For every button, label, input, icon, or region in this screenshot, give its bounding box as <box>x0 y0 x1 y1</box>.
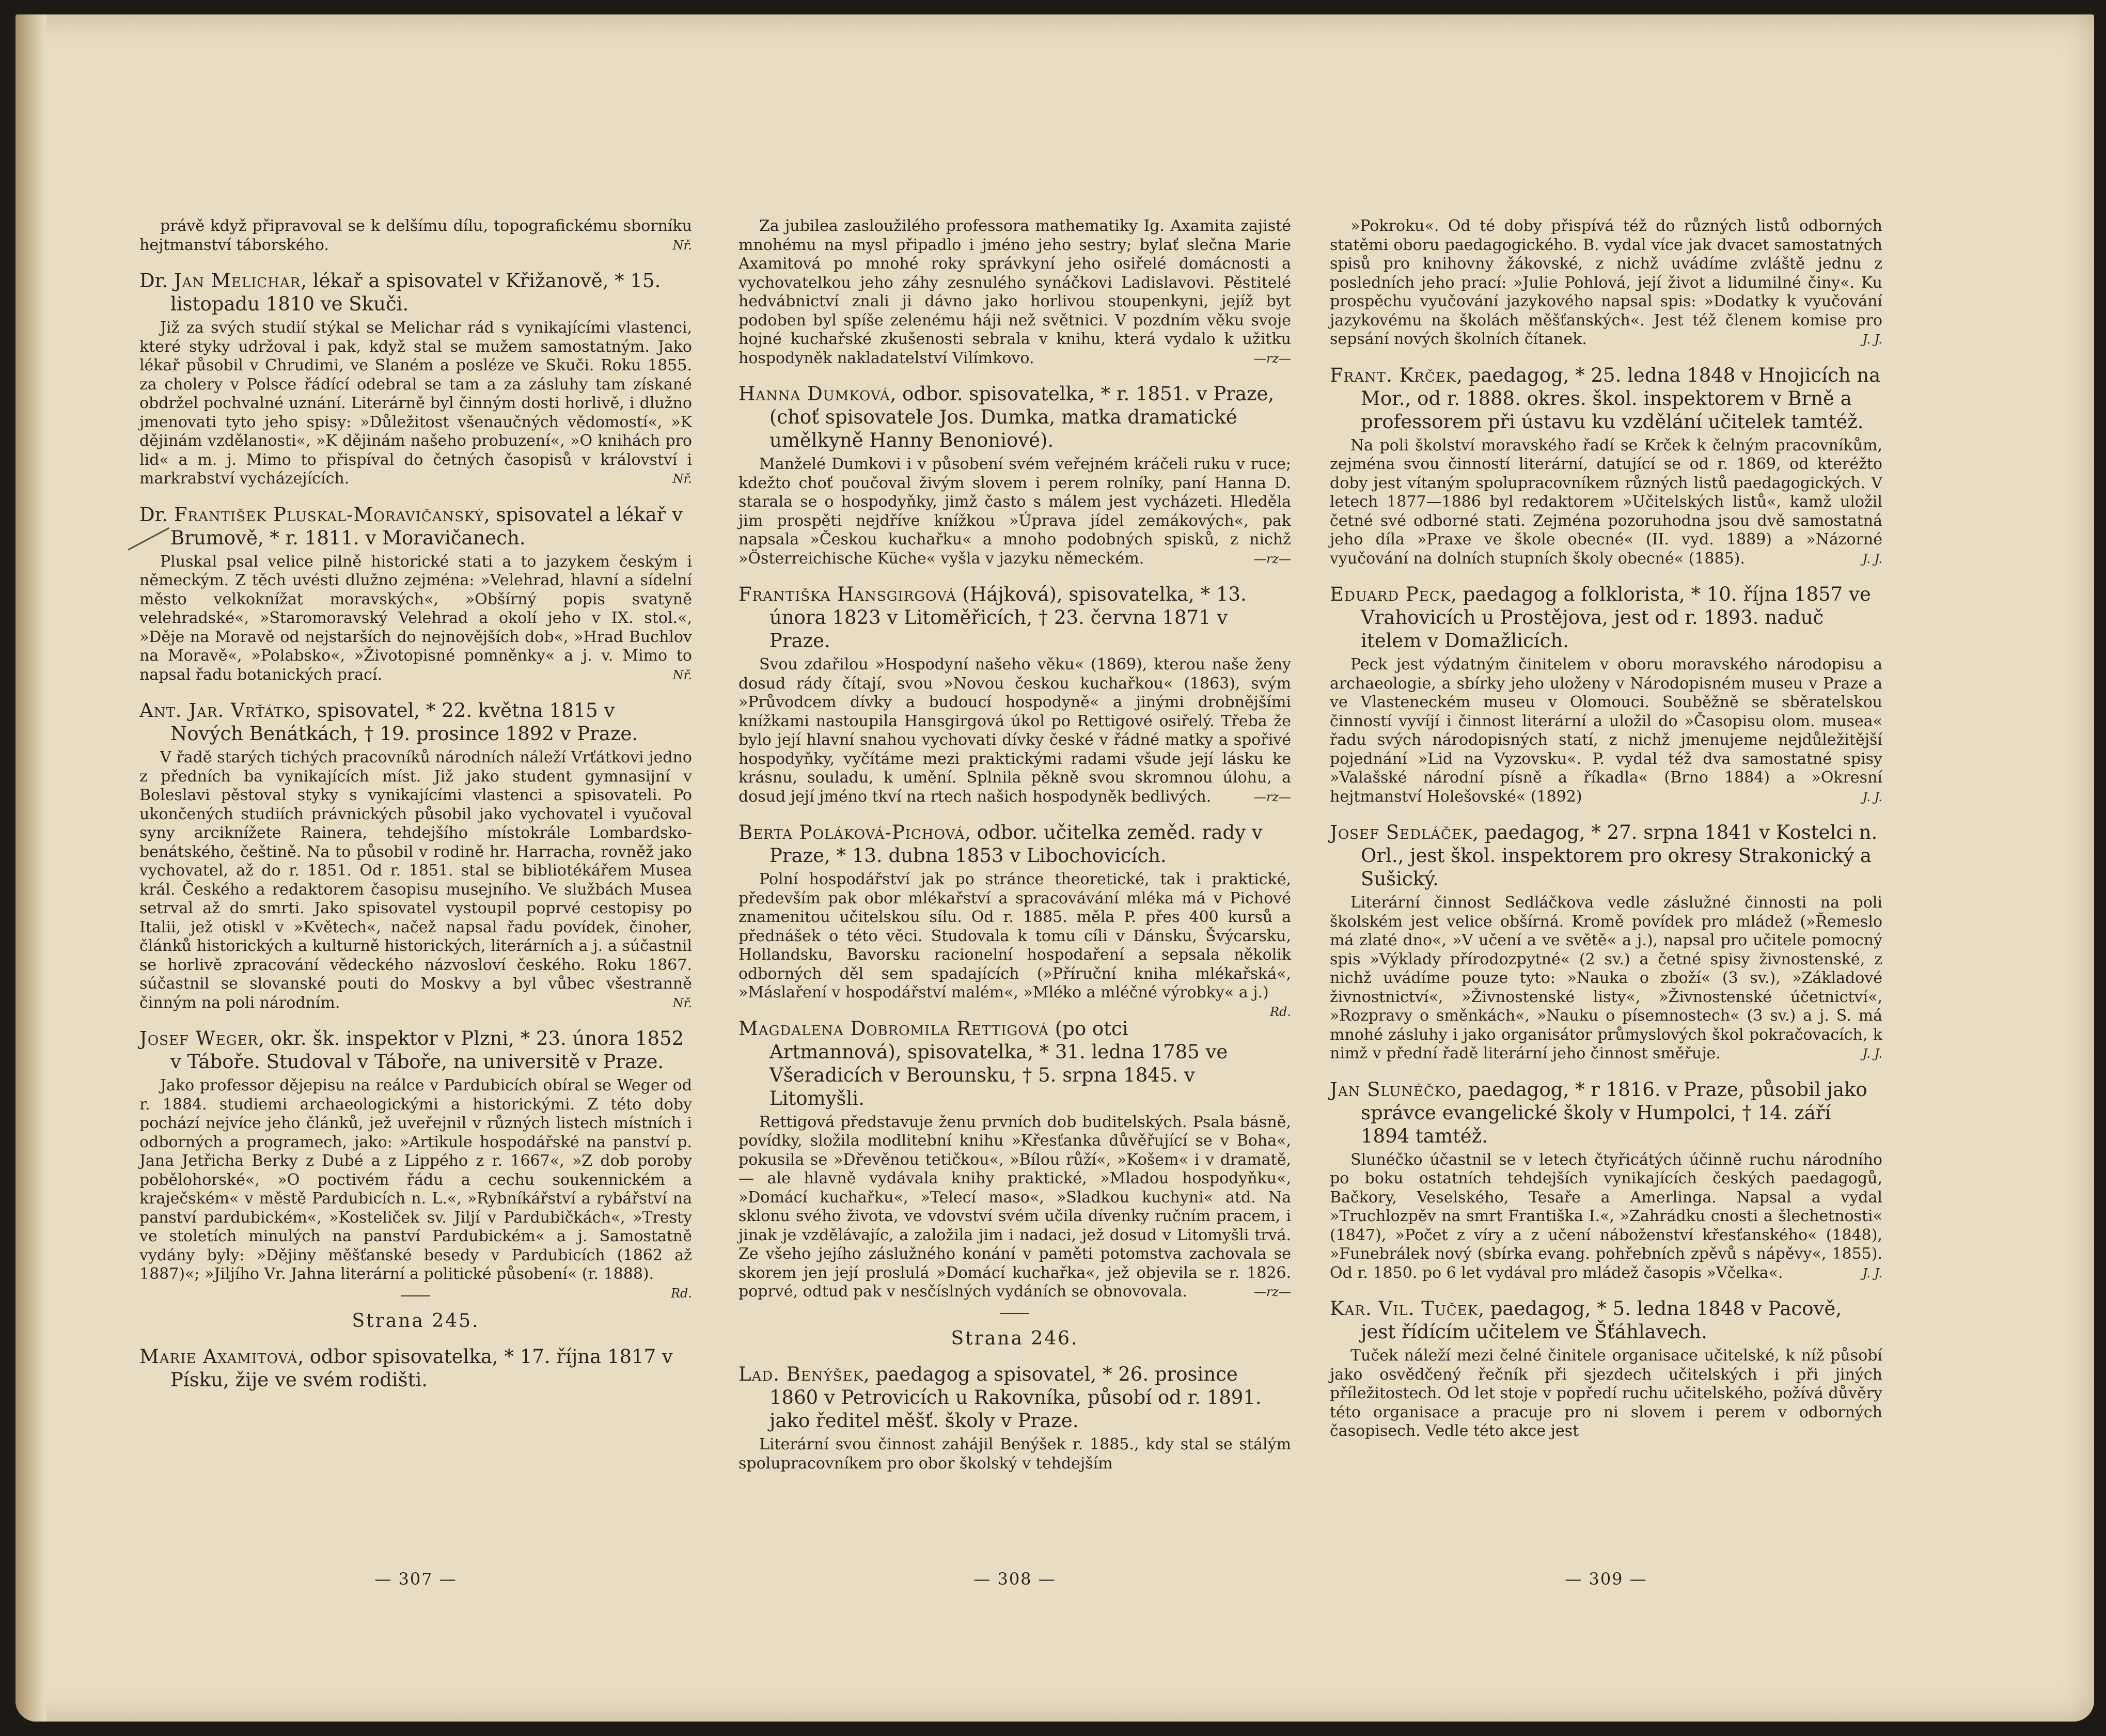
entry-name: Berta Poláková-Pichová <box>738 821 965 843</box>
column-308 <box>738 217 1291 1477</box>
page-number: — 308 — <box>973 1569 1056 1589</box>
entry <box>738 1017 1291 1302</box>
entry-name: Frant. Krček <box>1330 364 1457 386</box>
entry-body <box>738 870 1291 1019</box>
entry-name: František Pluskal-Moravičanský <box>174 503 484 526</box>
paragraph: Za jubilea zasloužilého professora mathematiky Ig. Axamita zajisté mnohému na mysl připadlo i jméno jeho sestry; bylať slečna Marie Axamitová po mnohé roky správkyní jeho osiřelé domácnosti a vychovatelkou jeho záhy zesnulého synáčkovi Ladislavovi. Pěstitelé hedvábnictví znali ji dávno jako horlivou stoupenkyni, jejíž byt podoben byl spíše zelenému háji než světnici. V pozdním věku svoje hojné kuchařské zkušenosti sebrala v knihu, která vydalo k užitku hospodyněk nakladatelství Vilímkovo. —rz— <box>738 217 1291 367</box>
entry-name: Lad. Benýšek <box>738 1363 864 1385</box>
entry-heading <box>738 1363 1291 1432</box>
paragraph: Svou zdařilou »Hospodyní našeho věku« (1869), kterou naše ženy dosud rády čítají, svou »Novou českou kuchařkou« (1863), svým »Průvodcem dívky a budoucí hospodyně« a jinými drobnějšími knížkami nastoupila Hansgirgová úkol po Rettigové osiřelý. Třeba že bylo její hlavní snahou vychovati dívky české v řádné matky a spořivé hospodyňky, vyčítáme mezi praktickými radami všude její lásku ke krásnu, souladu, k umění. Splnila pěkně svou skromnou úlohu, a dosud její jméno tkví na rtech našich hospodyněk bedlivých. —rz— <box>738 655 1291 806</box>
entry-details: , spisovatel, * 22. května 1815 v Nových Benátkách, † 19. prosince 1892 v Praze. <box>170 699 638 745</box>
entry-heading <box>1330 583 1882 652</box>
entry-body <box>139 553 692 685</box>
page-number: — 309 — <box>1565 1569 1647 1589</box>
entry-body <box>738 455 1291 568</box>
entry-name: Marie Axamitová <box>139 1346 298 1368</box>
entry <box>738 821 1291 1019</box>
entry-body <box>1330 1347 1882 1441</box>
author-signature: J. J. <box>1862 789 1882 804</box>
entry-body <box>1330 655 1882 806</box>
entry-heading <box>1330 364 1882 433</box>
entry <box>738 1363 1291 1473</box>
paragraph: Literární svou činnost zahájil Benýšek r. 1885., kdy stal se stálým spolupracovníkem pro obor školský v tehdejším <box>738 1435 1291 1473</box>
entry-title-prefix: Dr. <box>139 270 174 292</box>
column-309 <box>1330 217 1882 1445</box>
entry-body <box>738 217 1291 368</box>
entry-heading <box>738 821 1291 867</box>
entry <box>139 1345 692 1391</box>
entry-heading <box>1330 1078 1882 1148</box>
entry-heading <box>738 382 1291 452</box>
book-page-spread <box>15 14 2094 1722</box>
paragraph: Polní hospodářství jak po stránce theoretické, tak i praktické, především pak obor mlékařství a spracovávání mléka má v Pichové znamenitou učitelskou sílu. Od r. 1885. měla P. přes 400 kursů a přednášek o této věci. Studovala k tomu cíli v Dánsku, Švýcarsku, Hollandsku, Bavorsku racionelní hospodaření a sepsala několik odborných děl sem spadajících (»Příruční kniha mlékařská«, »Máslaření v hospodářství malém«, »Mléko a mléčné výrobky« a j.) Rd. <box>738 870 1291 1003</box>
entry-name: Jan Melichar <box>174 270 301 292</box>
entry-details: , paedagog, * 25. ledna 1848 v Hnojicích na Mor., od r. 1888. okres. škol. inspektorem v Brně a professorem při ústavu ku vzdělání učitelek tamtéž. <box>1361 364 1881 433</box>
entry-name: Josef Sedláček <box>1330 821 1473 843</box>
entry-body <box>1330 894 1882 1064</box>
paragraph: »Pokroku«. Od té doby přispívá též do různých listů odborných statěmi oboru paedagogického. B. vydal více jak dvacet samostatných spisů pro knihovny žákovské, z nichž uvádíme zvláště jednu z posledních jeho prací: »Julie Pohlová, její život a lidumilné činy«. Ku prospěchu vyučování jazykového napsal spis: »Dodatky k vyučování jazykovému na školách měšťanských«. Jest též členem komise pro sepsání nových školních čítanek. J. J. <box>1330 217 1882 348</box>
entry-body <box>738 1435 1291 1473</box>
entry-name: Magdalena Dobromila Rettigová <box>738 1017 1049 1040</box>
entry-body <box>738 1113 1291 1302</box>
entry <box>1330 364 1882 569</box>
entry-heading <box>139 1027 692 1073</box>
entry-heading <box>738 583 1291 652</box>
entry-heading <box>139 699 692 745</box>
paragraph: Na poli školství moravského řadí se Krček k čelným pracovníkům, zejména svou činností literární, datující se od r. 1869, od kteréžto doby jest vítaným spolupracovníkem různých listů paedagogických. V letech 1877—1886 byl redaktorem »Učitelských listů«, kamž uložil četné své odborné stati. Zejména pozoruhodna jsou dvě samostatná jeho díla »Praxe ve škole obecné« (II. vyd. 1889) a »Názorné vyučování na dolních stupních školy obecné« (1885). J. J. <box>1330 436 1882 568</box>
entry-details: , paedagog a spisovatel, * 26. prosince 1860 v Petrovicích u Rakovníka, působí od r. 1891. jako ředitel měšť. školy v Praze. <box>769 1363 1262 1432</box>
binding-edge <box>15 14 46 1722</box>
entry-details: (Hájková), spisovatelka, * 13. února 1823 v Litoměřicích, † 23. června 1871 v Praze. <box>769 583 1247 652</box>
entry <box>1330 583 1882 806</box>
entry-details: (po otci Artmannová), spisovatelka, * 31. ledna 1785 ve Všeradicích v Berounsku, † 5. srpna 1845. v Litomyšli. <box>769 1017 1228 1109</box>
entry <box>139 503 692 685</box>
entry-name: Kar. Vil. Tuček <box>1330 1297 1479 1320</box>
author-signature: Nř. <box>672 667 692 682</box>
entry-heading <box>139 503 692 550</box>
author-signature: Rd. <box>670 1286 692 1301</box>
author-signature: J. J. <box>1862 332 1882 347</box>
entry-body <box>139 1076 692 1301</box>
entry-name: Josef Weger <box>139 1027 259 1050</box>
entry-name: Františka Hansgirgová <box>738 583 956 605</box>
entry-heading <box>1330 821 1882 890</box>
author-signature: Nř. <box>672 995 692 1010</box>
section-divider <box>1000 1313 1029 1314</box>
author-signature: J. J. <box>1862 551 1882 566</box>
entry-name: Jan Slunéčko <box>1330 1078 1456 1101</box>
paragraph: právě když připravoval se k delšímu dílu, topografickému sborníku hejtmanství táborského. Nř. <box>139 217 692 254</box>
author-signature: —rz— <box>1253 789 1291 804</box>
author-signature: —rz— <box>1253 351 1291 366</box>
entry-body <box>139 319 692 489</box>
entry <box>738 583 1291 806</box>
paragraph: Slunéčko účastnil se v letech čtyřicátých účinně ruchu národního po boku ostatních tehdejších vynikajících českých paedagogů, Bačkory, Veselského, Tesaře a Amerlinga. Napsal a vydal »Truchlozpěv na smrt Františka I.«, »Zahrádku cnosti a šlechetnosti« (1847), »Počet z víry a z učení náboženství křesťanského« (1848), »Funebrálek nový (sbírka evang. pohřebních zpěvů s nápěvy«, 1855). Od r. 1850. po 6 let vydával pro mládež časopis »Včelka«. J. J. <box>1330 1150 1882 1282</box>
entry-details: , spisovatel a lékař v Brumově, * r. 1811. v Moravičanech. <box>170 503 683 549</box>
section-heading: Strana 245. <box>352 1310 480 1332</box>
entry-heading <box>738 1017 1291 1110</box>
paragraph: Literární činnost Sedláčkova vedle záslužné činnosti na poli školském jest velice obšírná. Kromě povídek pro mládež (»Řemeslo má zlaté dno«, »V učení a ve světě« a j.), napsal pro učitele pomocný spis »Výklady přírodozpytné« (2 sv.) a četné spisy živnostenské, z nichž uvádíme pouze tyto: »Nauka o zboží« (3 sv.), »Základové živnostnictví«, »Živnostenské listy«, »Živnostenské účetnictví«, »Rozpravy o směnkách«, »Nauku o písemnostech« (3 sv.) a j. S. má mnohé zásluhy i jako organisátor průmyslových škol pokračovacích, k nimž v přední řadě literární jeho činnost směřuje. J. J. <box>1330 894 1882 1062</box>
paragraph: Rettigová představuje ženu prvních dob buditelských. Psala básně, povídky, složila modlitební knihu »Křesťanka důvěřující se v Boha«, pokusila se »Dřevěnou tetičkou«, »Bílou růží«, »Košem« i v dramatě, — ale hlavně vydávala knihy praktické, »Mladou hospodyňku«, »Domácí kuchařku«, »Telecí maso«, »Sladkou kuchyni« atd. Na sklonu svého života, ve vdovství svém učila dívenky ručním pracem, i jinak je vzdělávajíc, a založila jim i nadaci, jež dosud v Litomyšli trvá. Ze všeho jejího záslužného konání v paměti potomstva zachovala se skorem jen její proslulá »Domácí kuchařka«, jež objevila se r. 1826. poprvé, odtud pak v nesčíslných vydáních se obnovovala. —rz— <box>738 1113 1291 1301</box>
entry-name: Hanna Dumková <box>738 383 890 405</box>
paragraph: V řadě starých tichých pracovníků národních náleží Vrťátkovi jedno z předních ba vynikajících míst. Již jako student gymnasijní v Boleslavi pěstoval styky s vynikajícími vlastenci a spisovateli. Po ukončených studiích právnických působil jako vychovatel i vyučoval syny arciknížete Rainera, tehdejšího místokrále Lombardsko-benátského, češtině. Na to působil v rodině hr. Harracha, rovněž jako vychovatel, až do r. 1851. Od r. 1851. stal se bibliotékářem Musea král. Českého a redaktorem časopisu musejního. Ve službách Musea setrval až do smrti. Jako spisovatel vystoupil poprvé cestopisy po Italii, jež otiskl v »Květech«, načež napsal řadu povídek, činoher, článků historických a kulturně historických, literárních a j. a súčastnil se horlivě zpracování vědeckého názvosloví českého. Roku 1867. súčastnil se slovanské pouti do Moskvy a byl vůbec všestranně činným na poli národním. Nř. <box>139 748 692 1012</box>
entry-details: , odbor spisovatelka, * 17. října 1817 v Písku, žije ve svém rodišti. <box>170 1346 673 1391</box>
author-signature: Rd. <box>1269 1004 1291 1019</box>
entry-body <box>139 748 692 1012</box>
entry-body <box>1330 436 1882 569</box>
entry-body <box>139 217 692 255</box>
column-307 <box>139 217 692 1395</box>
entry-details: , paedagog, * 5. ledna 1848 v Pacově, jest řídícím učitelem ve Šťáhlavech. <box>1361 1297 1842 1343</box>
entry-name: Ant. Jar. Vrťátko <box>139 699 305 722</box>
entry-details: , paedagog a folklorista, * 10. října 1857 ve Vrahovicích u Prostějova, jest od r. 1893. naduč itelem v Domažlicích. <box>1361 583 1871 652</box>
entry-heading <box>1330 1297 1882 1343</box>
entry-details: , odbor. spisovatelka, * r. 1851. v Praze, (choť spisovatele Jos. Dumka, matka dramatické umělkyně Hanny Benoniové). <box>769 383 1275 451</box>
entry <box>139 699 692 1012</box>
entry-heading <box>139 269 692 316</box>
entry-details: , paedagog, * 27. srpna 1841 v Kostelci n. Orl., jest škol. inspektorem pro okresy Strakonický a Sušický. <box>1361 821 1878 890</box>
entry-details: , okr. šk. inspektor v Plzni, * 23. února 1852 v Táboře. Studoval v Táboře, na universitě v Praze. <box>170 1027 684 1073</box>
author-signature: J. J. <box>1862 1046 1882 1061</box>
paragraph: Jako professor dějepisu na reálce v Pardubicích obíral se Weger od r. 1884. studiemi archaeologickými a historickými. Z této doby pochází nejvíce jeho článků, jež uveřejnil v různých listech místních i odborných a programech, jako: »Artikule hospodářské na panství p. Jana Jetřicha Berky z Dubé a z Lippého z r. 1667«, »Z dob poroby pobělohorské«, »O poctivém řádu a cechu soukennickém a kraječském« v městě Pardubicích n. L.«, »Rybníkářství a rybářství na panství pardubickém«, »Kosteliček sv. Jiljí v Pardubičkách«, »Tresty ve stoletích minulých na panství Pardubickém« a j. Samostatně vydány byly: »Dějiny měšťanské besedy v Pardubicích (1862 až 1887)«; »Jiljího Vr. Jahna literární a politické působení« (r. 1888). Rd. <box>139 1076 692 1284</box>
section-heading: Strana 246. <box>951 1327 1079 1349</box>
paragraph: Manželé Dumkovi i v působení svém veřejném kráčeli ruku v ruce; kdežto choť poučoval živým slovem i perem rolníky, paní Hanna D. starala se o hospodyňky, jimž často s málem jest vycházeti. Hleděla jim prospěti nejdříve knížkou »Úprava jídel zemákových«, pak napsala »Českou kuchařku« a mnoho podobných spisků, z nichž »Österreichische Küche« vyšla v jazyku německém. —rz— <box>738 455 1291 568</box>
entry-body <box>1330 1151 1882 1283</box>
entry <box>738 382 1291 568</box>
paragraph: Pluskal psal velice pilně historické stati a to jazykem českým i německým. Z těch uvésti dlužno zejména: »Velehrad, hlavní a sídelní město velkoknížat moravských«, »Obšírný popis svatyně velehradské«, »Staromoravský Velehrad a okolí jeho v IX. stol.«, »Děje na Moravě od nejstarších do nejnovějších dob«, »Hrad Buchlov na Moravě«, »Polabsko«, »Životopisné pomněnky« a j. v. Mimo to napsal řadu botanických prací. Nř. <box>139 552 692 684</box>
paragraph: Tuček náleží mezi čelné činitele organisace učitelské, k níž působí jako osvědčený řečník při sjezdech učitelských i při jiných příležitostech. Od let stoje v popředí ruchu učitelského, požívá důvěry této organisace a pracuje pro ni slovem i perem v odborných časopisech. Vedle této akce jest <box>1330 1347 1882 1440</box>
entry <box>1330 217 1882 349</box>
paragraph: Peck jest výdatným činitelem v oboru moravského národopisu a archaeologie, a sbírky jeho uloženy v Národopisném museu v Praze a ve Vlasteneckém museu v Olomouci. Souběžně se sběratelskou činností vyvíjí i činnost literární a uložil do »Časopisu olom. musea« řadu svých národopisných statí, z nichž jmenujeme nejdůležitější pojednání »Lid na Vyzovsku«. P. vydal též dva samostatné spisy »Valašské národní písně a říkadla« (Brno 1884) a »Okresní hejtmanství Holešovské« (1892) J. J. <box>1330 655 1882 806</box>
author-signature: —rz— <box>1253 1285 1291 1299</box>
author-signature: —rz— <box>1253 551 1291 566</box>
author-signature: Nř. <box>672 472 692 486</box>
entry-title-prefix: Dr. <box>139 503 174 526</box>
entry <box>139 1027 692 1301</box>
author-signature: Nř. <box>672 238 692 253</box>
author-signature: J. J. <box>1862 1265 1882 1280</box>
entry-name: Eduard Peck <box>1330 583 1451 605</box>
page-number: — 307 — <box>374 1569 457 1589</box>
entry-body <box>1330 217 1882 349</box>
entry-details: , lékař a spisovatel v Křižanově, * 15. listopadu 1810 ve Skuči. <box>170 270 661 315</box>
entry <box>139 269 692 489</box>
paragraph: Již za svých studií stýkal se Melichar rád s vynikajícími vlastenci, které styky udržoval i pak, když stal se mužem samostatným. Jako lékař působil v Chrudimi, ve Slaném a posléze ve Skuči. Roku 1855. za cholery v Polsce řádící odebral se tam a za zásluhy tam získané obdržel pochvalné uznání. Literárně byl činným dosti horlivě, i dlužno jmenovati tyto jeho spisy: »Důležitost všenaučných vědomostí«, »K dějinám vzdělanosti«, »K dějinám našeho probuzení«, »O knihách pro lid« a m. j. Mimo to přispíval do četných časopisů v království i markrabství vycházejících. Nř. <box>139 319 692 488</box>
entry <box>738 217 1291 368</box>
entry-body <box>738 655 1291 806</box>
entry <box>1330 1297 1882 1441</box>
entry <box>1330 821 1882 1064</box>
section-divider <box>401 1295 430 1296</box>
entry-details: , odbor. učitelka zeměd. rady v Praze, * 13. dubna 1853 v Libochovicích. <box>769 821 1263 867</box>
entry <box>1330 1078 1882 1283</box>
entry <box>139 217 692 255</box>
entry-heading <box>139 1345 692 1391</box>
entry-details: , paedagog, * r 1816. v Praze, působil jako správce evangelické školy v Humpolci, † 14. září 1894 tamtéž. <box>1361 1078 1867 1147</box>
